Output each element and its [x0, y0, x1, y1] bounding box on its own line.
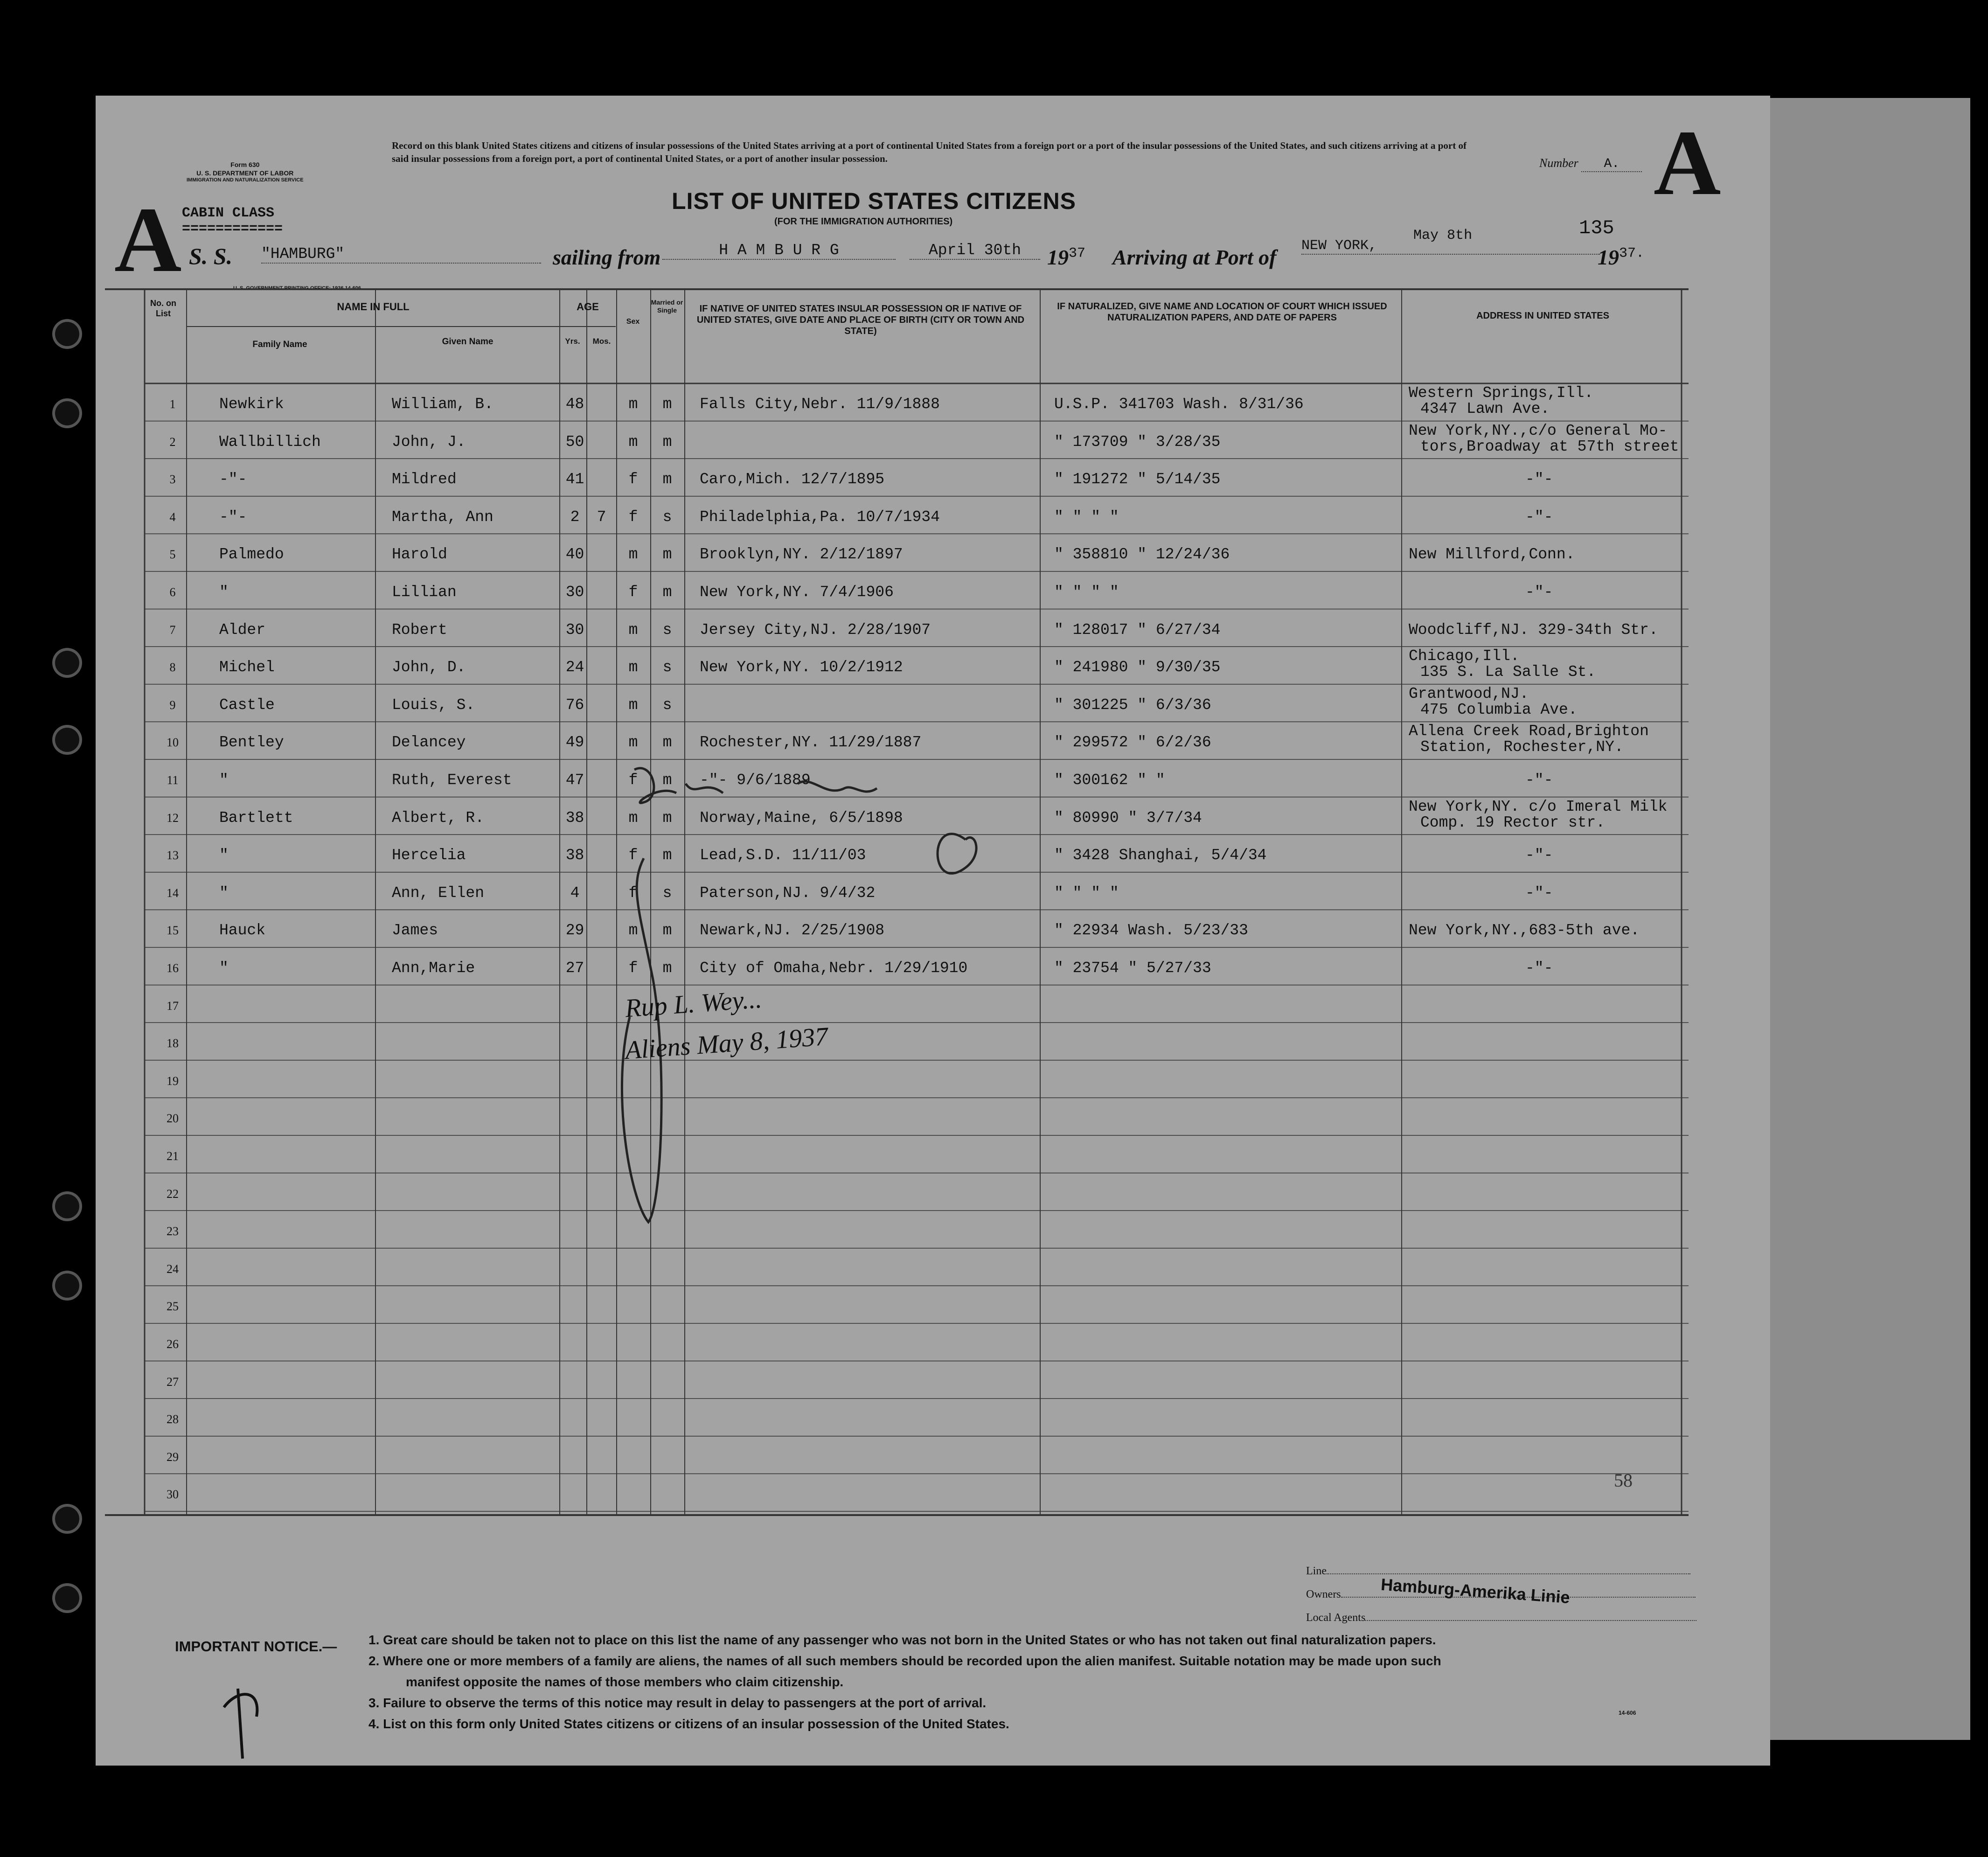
cell-family: -"-	[219, 508, 247, 526]
class-underline: ============	[182, 221, 283, 237]
cell-nat: " 173709 " 3/28/35	[1054, 433, 1221, 451]
cell-yrs: 49	[565, 734, 584, 751]
cell-address-line1: -"-	[1525, 584, 1553, 601]
cell-birth: Caro,Mich. 12/7/1895	[700, 471, 885, 488]
cell-address-line1: Grantwood,NJ.	[1409, 685, 1529, 702]
cell-birth: Paterson,NJ. 9/4/32	[700, 884, 876, 902]
col-header-family: Family Name	[252, 340, 307, 349]
cell-family: "	[219, 960, 229, 977]
number-label: Number	[1539, 156, 1578, 170]
cell-family: Newkirk	[219, 396, 284, 413]
row-number: 11	[167, 773, 179, 787]
cell-sex: f	[628, 471, 638, 488]
cell-sex: m	[628, 696, 638, 714]
sailing-port: H A M B U R G	[662, 242, 896, 260]
cell-ms: m	[662, 922, 672, 939]
cell-ms: m	[662, 809, 672, 827]
cell-family: Bartlett	[219, 809, 293, 827]
cell-address-line1: -"-	[1525, 508, 1553, 526]
cell-sex: m	[628, 922, 638, 939]
cell-given: Lillian	[392, 584, 457, 601]
cell-nat: " 301225 " 6/3/36	[1054, 696, 1211, 714]
cell-yrs: 48	[565, 396, 584, 413]
cell-yrs: 41	[565, 471, 584, 488]
sheet-number: 135	[1579, 217, 1614, 239]
row-number: 12	[167, 811, 179, 825]
cell-nat: " " " "	[1054, 584, 1119, 601]
cell-given: Delancey	[392, 734, 466, 751]
class-letter-left: A	[114, 188, 182, 292]
cell-address-line2: Station, Rochester,NY.	[1420, 738, 1624, 756]
cell-address-line1: Woodcliff,NJ. 329-34th Str.	[1409, 621, 1658, 639]
arrival-date: May 8th	[1413, 228, 1473, 243]
owners-label: Owners	[1306, 1588, 1341, 1600]
col-header-mos: Mos.	[592, 337, 611, 346]
sailing-year-value: 37	[1069, 245, 1086, 262]
cell-ms: s	[662, 621, 672, 639]
cell-address-line1: Chicago,Ill.	[1409, 647, 1520, 665]
row-number: 16	[167, 961, 179, 975]
row-number: 1	[169, 397, 176, 411]
row-number: 14	[167, 886, 179, 900]
cell-sex: m	[628, 396, 638, 413]
cell-yrs: 38	[565, 809, 584, 827]
cell-sex: m	[628, 621, 638, 639]
notice-4: 4. List on this form only United States citizens or citizens of an insular possession of the United States.	[368, 1717, 1009, 1731]
arrival-port: NEW YORK,	[1301, 238, 1377, 254]
handwritten-signature-line2: Aliens May 8, 1937	[624, 1022, 829, 1065]
sailing-date: April 30th	[910, 242, 1040, 260]
cell-given: Hercelia	[392, 847, 466, 864]
col-header-birth: IF NATIVE OF UNITED STATES INSULAR POSSESSION OR IF NATIVE OF UNITED STATES, GIVE DATE AND PLACE OF BIRTH (CITY OR TOWN AND STATE)	[696, 304, 1025, 336]
line-field	[1306, 1565, 1690, 1578]
cell-sex: f	[628, 960, 638, 977]
cell-nat: " 191272 " 5/14/35	[1054, 471, 1221, 488]
cell-nat: U.S.P. 341703 Wash. 8/31/36	[1054, 396, 1304, 413]
col-header-age: AGE	[577, 301, 599, 313]
cell-yrs: 40	[565, 546, 584, 563]
cell-yrs: 76	[565, 696, 584, 714]
cell-sex: f	[628, 884, 638, 902]
cell-yrs: 2	[570, 508, 580, 526]
col-header-no: No. on List	[150, 299, 176, 318]
handwritten-signature-line1: Rup L. Wey...	[624, 984, 763, 1023]
col-header-name: NAME IN FULL	[337, 301, 410, 313]
row-number: 10	[167, 736, 179, 750]
cell-nat: " 3428 Shanghai, 5/4/34	[1054, 847, 1267, 864]
row-number: 13	[167, 849, 179, 862]
cell-ms: s	[662, 884, 672, 902]
service-name: IMMIGRATION AND NATURALIZATION SERVICE	[187, 177, 304, 183]
cell-address-line1: -"-	[1525, 847, 1553, 864]
notice-2-cont: manifest opposite the names of those members who claim citizenship.	[406, 1675, 844, 1689]
row-number: 8	[169, 661, 176, 675]
cell-family: "	[219, 847, 229, 864]
empty-row-number: 24	[167, 1262, 179, 1276]
cell-address-line2: 475 Columbia Ave.	[1420, 701, 1578, 718]
ss-label: S. S.	[189, 243, 233, 269]
cell-given: John, D.	[392, 659, 466, 676]
cell-nat: " 80990 " 3/7/34	[1054, 809, 1202, 827]
cell-nat: " 299572 " 6/2/36	[1054, 734, 1211, 751]
arriving-label: Arriving at Port of	[1112, 245, 1277, 269]
cell-yrs: 27	[565, 960, 584, 977]
cell-sex: f	[628, 847, 638, 864]
col-header-married: Married or Single	[651, 299, 683, 314]
class-label: CABIN CLASS	[182, 205, 275, 221]
cell-birth: Norway,Maine, 6/5/1898	[700, 809, 903, 827]
cell-address-line2: Comp. 19 Rector str.	[1420, 814, 1606, 831]
cell-given: Louis, S.	[392, 696, 475, 714]
row-number: 9	[169, 698, 176, 712]
cell-ms: s	[662, 508, 672, 526]
notice-1: 1. Great care should be taken not to place on this list the name of any passenger who was not born in the United States or who has not taken out final naturalization papers.	[368, 1633, 1436, 1647]
cell-given: Robert	[392, 621, 447, 639]
cell-nat: " 22934 Wash. 5/23/33	[1054, 922, 1248, 939]
shipping-line-stamp: Hamburg-Amerika Linie	[1380, 1574, 1571, 1607]
cell-family: Hauck	[219, 922, 266, 939]
cell-sex: m	[628, 659, 638, 676]
cell-ms: m	[662, 584, 672, 601]
empty-row-number: 19	[167, 1074, 179, 1088]
empty-row-number: 30	[167, 1488, 179, 1502]
cell-address-line1: -"-	[1525, 471, 1553, 488]
row-number: 7	[169, 623, 176, 637]
cell-address-line1: New York,NY.,683-5th ave.	[1409, 922, 1640, 939]
cell-birth: New York,NY. 7/4/1906	[700, 584, 894, 601]
cell-sex: m	[628, 546, 638, 563]
cell-given: Ann, Ellen	[392, 884, 485, 902]
cell-sex: m	[628, 809, 638, 827]
local-agents-label: Local Agents	[1306, 1612, 1366, 1624]
handwritten-page-note: 58	[1614, 1470, 1633, 1491]
cell-nat: " " " "	[1054, 884, 1119, 902]
arrival-year-value: 37.	[1619, 245, 1645, 262]
cell-family: Michel	[219, 659, 275, 676]
sailing-from-label: sailing from	[553, 245, 661, 269]
form-subtitle: (FOR THE IMMIGRATION AUTHORITIES)	[774, 216, 953, 227]
col-header-sex: Sex	[626, 318, 640, 326]
empty-row-number: 29	[167, 1450, 179, 1464]
local-agents-field	[1306, 1612, 1696, 1624]
cell-ms: m	[662, 847, 672, 864]
cell-address-line2: 4347 Lawn Ave.	[1420, 400, 1550, 417]
instructions-text: Record on this blank United States citizens and citizens of insular possessions of the United States arriving at a port of continental United States from a foreign port or a port of the insular possessions of the United States, and such citizens arriving at a port of said insular possessions from a foreign port, a port of continental United States, or a port of another insular possession.	[392, 140, 1467, 165]
cell-address-line1: New York,NY. c/o Imeral Milk	[1409, 798, 1668, 815]
empty-row-number: 20	[167, 1112, 179, 1126]
cell-ms: m	[662, 471, 672, 488]
row-number: 3	[169, 473, 176, 487]
notice-title: IMPORTANT NOTICE.—	[175, 1638, 337, 1655]
row-number: 5	[169, 548, 176, 562]
cell-birth: Falls City,Nebr. 11/9/1888	[700, 396, 940, 413]
cell-ms: m	[662, 960, 672, 977]
cell-nat: " 241980 " 9/30/35	[1054, 659, 1221, 676]
empty-row-number: 21	[167, 1149, 179, 1163]
cell-ms: m	[662, 433, 672, 451]
cell-given: Albert, R.	[392, 809, 485, 827]
cell-mos: 7	[597, 508, 606, 526]
cell-given: James	[392, 922, 438, 939]
cell-given: Ann,Marie	[392, 960, 475, 977]
empty-row-number: 22	[167, 1187, 179, 1201]
cell-nat: " 23754 " 5/27/33	[1054, 960, 1211, 977]
col-header-address: ADDRESS IN UNITED STATES	[1476, 311, 1609, 321]
empty-row-number: 26	[167, 1337, 179, 1351]
cell-yrs: 47	[565, 772, 584, 789]
cell-family: Palmedo	[219, 546, 284, 563]
department-name: U. S. DEPARTMENT OF LABOR	[196, 169, 294, 177]
cell-family: Bentley	[219, 734, 284, 751]
cell-address-line2: tors,Broadway at 57th street	[1420, 438, 1679, 455]
ship-name: "HAMBURG"	[261, 245, 541, 264]
row-number: 2	[169, 435, 176, 449]
cell-yrs: 29	[565, 922, 584, 939]
cell-ms: m	[662, 546, 672, 563]
cell-birth: Rochester,NY. 11/29/1887	[700, 734, 922, 751]
cell-given: John, J.	[392, 433, 466, 451]
col-header-given: Given Name	[442, 337, 494, 347]
cell-birth: Newark,NJ. 2/25/1908	[700, 922, 885, 939]
cell-family: -"-	[219, 471, 247, 488]
cell-yrs: 38	[565, 847, 584, 864]
form-number: Form 630	[230, 161, 260, 168]
row-number: 4	[169, 510, 176, 524]
empty-row-number: 17	[167, 999, 179, 1013]
cell-birth: New York,NY. 10/2/1912	[700, 659, 903, 676]
cell-given: William, B.	[392, 396, 494, 413]
col-header-naturalized: IF NATURALIZED, GIVE NAME AND LOCATION OF COURT WHICH ISSUED NATURALIZATION PAPERS, AND DATE OF PAPERS	[1057, 301, 1387, 323]
cell-nat: " " " "	[1054, 508, 1119, 526]
cell-ms: s	[662, 696, 672, 714]
cell-birth: City of Omaha,Nebr. 1/29/1910	[700, 960, 968, 977]
cell-address-line1: Western Springs,Ill.	[1409, 384, 1594, 402]
cell-nat: " 358810 " 12/24/36	[1054, 546, 1230, 563]
cell-ms: m	[662, 772, 672, 789]
cell-address-line2: 135 S. La Salle St.	[1420, 663, 1596, 681]
cell-sex: f	[628, 508, 638, 526]
cell-birth: Philadelphia,Pa. 10/7/1934	[700, 508, 940, 526]
cell-family: Alder	[219, 621, 266, 639]
cell-yrs: 24	[565, 659, 584, 676]
cell-family: "	[219, 584, 229, 601]
arrival-year-prefix: 19	[1598, 245, 1619, 269]
form-title: LIST OF UNITED STATES CITIZENS	[672, 188, 1077, 214]
empty-row-number: 25	[167, 1300, 179, 1314]
cell-family: "	[219, 884, 229, 902]
cell-address-line1: New Millford,Conn.	[1409, 546, 1575, 563]
cell-address-line1: -"-	[1525, 960, 1553, 977]
cell-family: "	[219, 772, 229, 789]
cell-birth: Brooklyn,NY. 2/12/1897	[700, 546, 903, 563]
cell-sex: m	[628, 734, 638, 751]
cell-ms: m	[662, 396, 672, 413]
cell-address-line1: -"-	[1525, 884, 1553, 902]
class-letter-right: A	[1654, 111, 1721, 215]
footer-form-code: 14-606	[1619, 1710, 1636, 1716]
empty-row-number: 23	[167, 1224, 179, 1238]
empty-row-number: 27	[167, 1375, 179, 1389]
handwritten-mark	[210, 1670, 285, 1763]
cell-birth: -"- 9/6/1889	[700, 772, 811, 789]
cell-address-line1: Allena Creek Road,Brighton	[1409, 723, 1649, 740]
cell-sex: f	[628, 584, 638, 601]
cell-family: Wallbillich	[219, 433, 321, 451]
empty-row-number: 18	[167, 1036, 179, 1050]
cell-yrs: 4	[570, 884, 580, 902]
cell-ms: s	[662, 659, 672, 676]
sailing-year-prefix: 19	[1047, 245, 1069, 269]
cell-nat: " 300162 " "	[1054, 772, 1165, 789]
cell-family: Castle	[219, 696, 275, 714]
cell-yrs: 30	[565, 621, 584, 639]
cell-nat: " 128017 " 6/27/34	[1054, 621, 1221, 639]
cell-sex: m	[628, 433, 638, 451]
row-number: 6	[169, 585, 176, 599]
printing-office-note: U. S. GOVERNMENT PRINTING OFFICE: 1936 14-606	[233, 285, 361, 291]
notice-2: 2. Where one or more members of a family are aliens, the names of all such members should be recorded upon the alien manifest. Suitable notation may be made upon such	[368, 1654, 1441, 1668]
cell-address-line1: -"-	[1525, 772, 1553, 789]
notice-3: 3. Failure to observe the terms of this notice may result in delay to passengers at the port of arrival.	[368, 1696, 987, 1710]
cell-yrs: 30	[565, 584, 584, 601]
line-label: Line	[1306, 1565, 1327, 1577]
cell-address-line1: New York,NY.,c/o General Mo-	[1409, 422, 1668, 439]
cell-given: Martha, Ann	[392, 508, 494, 526]
cell-sex: f	[628, 772, 638, 789]
cell-birth: Jersey City,NJ. 2/28/1907	[700, 621, 931, 639]
col-header-yrs: Yrs.	[565, 337, 580, 346]
cell-given: Mildred	[392, 471, 457, 488]
cell-given: Ruth, Everest	[392, 772, 512, 789]
cell-birth: Lead,S.D. 11/11/03	[700, 847, 866, 864]
cell-given: Harold	[392, 546, 447, 563]
cell-yrs: 50	[565, 433, 584, 451]
empty-row-number: 28	[167, 1412, 179, 1426]
number-value: A.	[1581, 157, 1642, 172]
row-number: 15	[167, 924, 179, 938]
cell-ms: m	[662, 734, 672, 751]
